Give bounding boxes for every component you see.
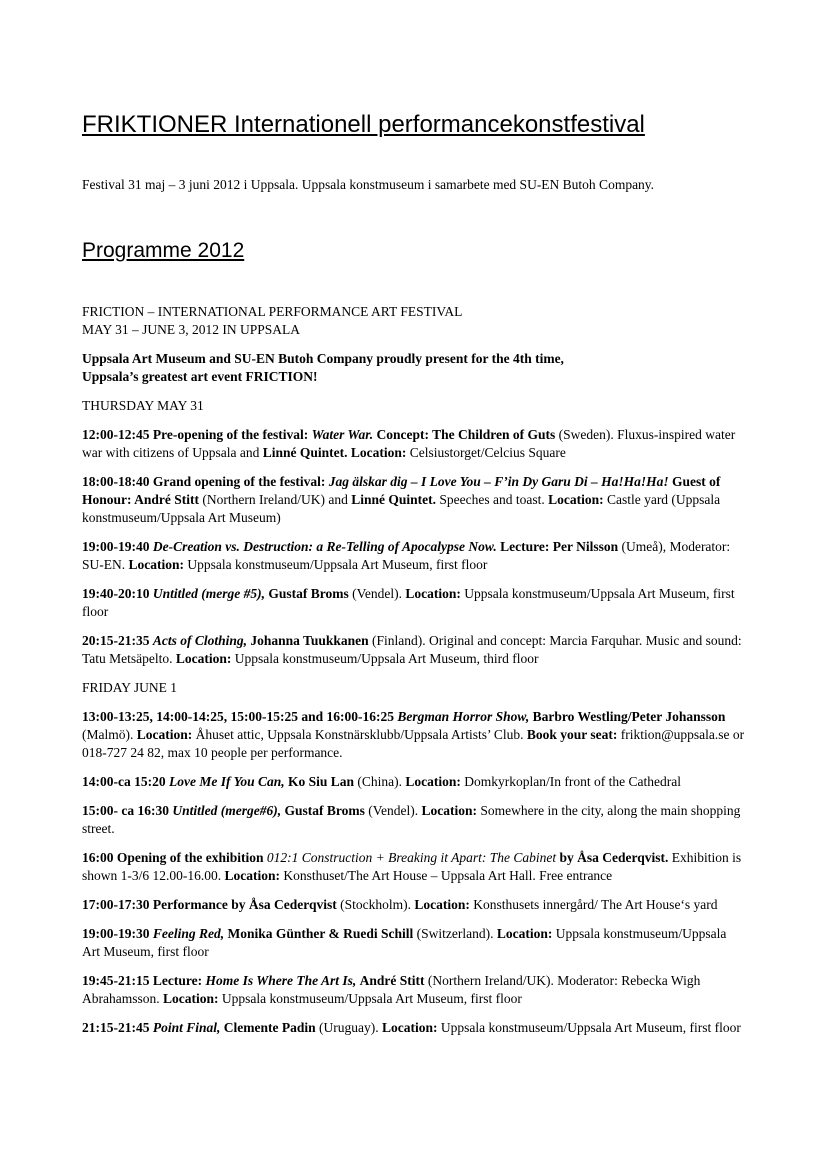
text-segment: 19:00-19:30 xyxy=(82,926,153,942)
text-segment: 21:15-21:45 xyxy=(82,1020,153,1036)
event-entry xyxy=(82,925,746,961)
text-segment: Konsthusets innergård/ The Art House‘s yard xyxy=(473,897,718,913)
event-entry xyxy=(82,773,746,791)
text-segment: 12:00-12:45 Pre-opening of the festival: xyxy=(82,427,312,443)
text-segment: (Uruguay). xyxy=(319,1020,383,1036)
events-area xyxy=(82,397,746,1037)
event-entry xyxy=(82,708,746,762)
text-segment: Feeling Red, xyxy=(152,926,228,942)
event-entry xyxy=(82,538,746,574)
text-segment: Uppsala konstmuseum/Uppsala Art Museum, first floor xyxy=(82,926,727,960)
text-segment: Concept: The Children of Guts xyxy=(376,427,559,443)
text-segment: 012:1 Construction + Breaking it Apart: The Cabinet xyxy=(266,850,560,866)
text-segment: Uppsala konstmuseum/Uppsala Art Museum, third floor xyxy=(234,651,539,667)
text-segment: Barbro Westling/Peter Johansson xyxy=(532,709,726,725)
text-segment: Book your seat: xyxy=(526,727,621,743)
text-segment: Location: xyxy=(405,774,465,790)
text-segment: Location: xyxy=(136,727,196,743)
event-entry xyxy=(82,896,746,914)
event-entry xyxy=(82,632,746,668)
text-segment: 19:00-19:40 xyxy=(82,539,153,555)
text-segment: (Switzerland). xyxy=(416,926,497,942)
event-entry xyxy=(82,473,746,527)
text-segment: (Finland). Original and concept: Marcia Farquhar. Music and sound: Tatu Metsäpelto. xyxy=(82,633,742,667)
text-segment: Location: xyxy=(163,991,222,1007)
text-segment: Location: xyxy=(224,868,284,884)
text-segment: Konsthuset/The Art House – Uppsala Art Hall. Free entrance xyxy=(283,868,613,884)
text-segment: André Stitt xyxy=(359,973,428,989)
text-segment: Exhibition is shown 1-3/6 12.00-16.00. xyxy=(82,850,742,884)
text-segment: Castle yard (Uppsala konstmuseum/Uppsala Art Museum) xyxy=(82,492,721,526)
festival-subtitle: Festival 31 maj – 3 juni 2012 i Uppsala. Uppsala konstmuseum i samarbete med SU-EN Butoh Company. xyxy=(82,177,655,192)
intro-line-1: FRICTION – INTERNATIONAL PERFORMANCE ART FESTIVAL xyxy=(82,304,463,320)
text-segment: 19:40-20:10 xyxy=(82,586,153,602)
event-entry xyxy=(82,972,746,1008)
text-segment: Point Final, xyxy=(152,1020,224,1036)
text-segment: Uppsala konstmuseum/Uppsala Art Museum, first floor xyxy=(187,557,488,573)
text-segment: Lecture: Per Nilsson xyxy=(500,539,622,555)
text-segment: Gustaf Broms xyxy=(268,586,353,602)
text-segment: (Vendel). xyxy=(352,586,406,602)
text-segment: Location: xyxy=(175,651,235,667)
text-segment: Home Is Where The Art Is, xyxy=(205,973,360,989)
text-segment: Johanna Tuukkanen xyxy=(250,633,372,649)
text-segment: Love Me If You Can, xyxy=(168,774,288,790)
programme-heading: Programme 2012 xyxy=(82,239,245,262)
text-segment: Location: xyxy=(128,557,188,573)
presenter-statement xyxy=(82,350,746,386)
text-segment: by Åsa Cederqvist. xyxy=(559,850,672,866)
text-segment: Location: xyxy=(382,1020,441,1036)
text-segment: (Northern Ireland/UK) and xyxy=(202,492,352,508)
text-segment: Somewhere in the city, along the main shopping street. xyxy=(82,803,741,837)
text-segment: Location: xyxy=(548,492,607,508)
text-segment: (Sweden). Fluxus-inspired water war with citizens of Uppsala and xyxy=(82,427,736,461)
event-entry xyxy=(82,1019,746,1037)
event-entry xyxy=(82,585,746,621)
text-segment: 13:00-13:25, 14:00-14:25, 15:00-15:25 and 16:00-16:25 xyxy=(82,709,398,725)
event-entry xyxy=(82,426,746,462)
text-segment: Gustaf Broms xyxy=(284,803,369,819)
event-entry xyxy=(82,802,746,838)
festival-intro xyxy=(82,303,746,339)
text-segment: Celsiustorget/Celcius Square xyxy=(409,445,566,461)
presenter-line-2: Uppsala’s greatest art event FRICTION! xyxy=(82,369,318,385)
text-segment: 17:00-17:30 Performance by Åsa Cederqvist xyxy=(82,897,341,913)
text-segment: (Vendel). xyxy=(368,803,422,819)
text-segment: Åhuset attic, Uppsala Konstnärsklubb/Uppsala Artists’ Club. xyxy=(195,727,527,743)
text-segment: Uppsala konstmuseum/Uppsala Art Museum, first floor xyxy=(82,586,735,620)
text-segment: (Malmö). xyxy=(82,727,137,743)
text-segment: Location: xyxy=(405,586,465,602)
text-segment: Clemente Padin xyxy=(223,1020,320,1036)
text-segment: (Stockholm). xyxy=(340,897,415,913)
text-segment: Bergman Horror Show, xyxy=(397,709,533,725)
text-segment: friktion@uppsala.se or 018-727 24 82, max 10 people per performance. xyxy=(82,727,745,761)
text-segment: Jag älskar dig – I Love You – F’in Dy Garu Di – Ha!Ha!Ha! xyxy=(328,474,673,490)
text-segment: Linné Quintet. Location: xyxy=(262,445,410,461)
text-segment: Guest of Honour: André Stitt xyxy=(82,474,721,508)
text-segment: Untitled (merge #5), xyxy=(152,586,269,602)
text-segment: (Northern Ireland/UK). Moderator: Rebecka Wigh Abrahamsson. xyxy=(82,973,701,1007)
intro-line-2: MAY 31 – JUNE 3, 2012 IN UPPSALA xyxy=(82,322,301,338)
text-segment: Domkyrkoplan/In front of the Cathedral xyxy=(464,774,681,790)
text-segment: 14:00-ca 15:20 xyxy=(82,774,169,790)
text-segment: 19:45-21:15 Lecture: xyxy=(82,973,206,989)
text-segment: Uppsala konstmuseum/Uppsala Art Museum, first floor xyxy=(440,1020,741,1036)
document-title: FRIKTIONER Internationell performancekonstfestival xyxy=(82,111,645,138)
text-segment: Untitled (merge#6), xyxy=(172,803,285,819)
text-segment: Speeches and toast. xyxy=(439,492,549,508)
day-heading: FRIDAY JUNE 1 xyxy=(82,680,178,696)
text-segment: Monika Günther & Ruedi Schill xyxy=(227,926,417,942)
text-segment: 20:15-21:35 xyxy=(82,633,153,649)
text-segment: Location: xyxy=(414,897,474,913)
presenter-line-1: Uppsala Art Museum and SU-EN Butoh Company proudly present for the 4th time, xyxy=(82,351,564,367)
text-segment: 16:00 Opening of the exhibition xyxy=(82,850,267,866)
text-segment: 15:00- ca 16:30 xyxy=(82,803,173,819)
text-segment: (Umeå), Moderator: SU-EN. xyxy=(82,539,731,573)
text-segment: (China). xyxy=(357,774,406,790)
text-segment: Linné Quintet. xyxy=(351,492,440,508)
text-segment: Uppsala konstmuseum/Uppsala Art Museum, first floor xyxy=(221,991,522,1007)
event-entry xyxy=(82,849,746,885)
text-segment: Location: xyxy=(421,803,481,819)
text-segment: Water War. xyxy=(311,427,377,443)
text-segment: Ko Siu Lan xyxy=(288,774,358,790)
text-segment: 18:00-18:40 Grand opening of the festival: xyxy=(82,474,329,490)
text-segment: Acts of Clothing, xyxy=(152,633,251,649)
text-segment: Location: xyxy=(496,926,556,942)
day-heading: THURSDAY MAY 31 xyxy=(82,398,204,414)
text-segment: De-Creation vs. Destruction: a Re-Telling of Apocalypse Now. xyxy=(152,539,501,555)
